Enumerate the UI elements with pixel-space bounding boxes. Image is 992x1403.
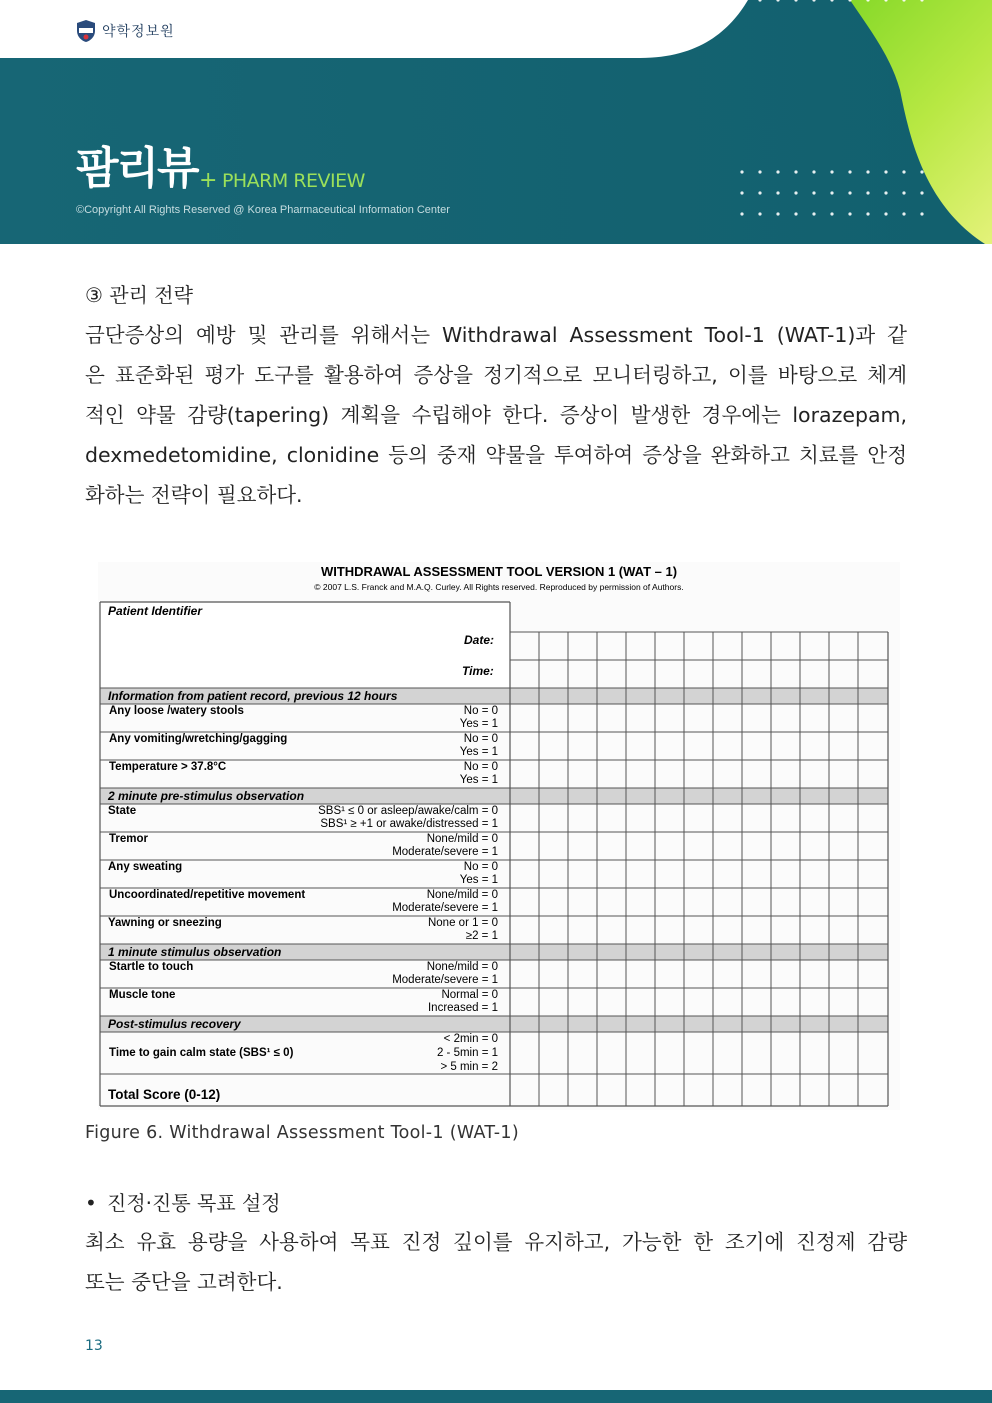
item-score: None or 1 = 0 (427, 917, 498, 929)
subtitle-text: PHARM REVIEW (221, 170, 365, 192)
item-score: None/mild = 0 (426, 961, 498, 973)
item-score: Moderate/severe = 1 (392, 974, 498, 986)
item-label: Temperature > 37.8°C (109, 761, 227, 773)
section-record-head: Information from patient record, previous 12 hours (108, 689, 398, 703)
publication-subtitle (199, 170, 365, 192)
item-score: SBS¹ ≥ +1 or awake/distressed = 1 (320, 818, 498, 830)
item-label: Tremor (109, 833, 148, 845)
page-number: 13 (85, 1338, 103, 1354)
item-label: State (108, 805, 137, 817)
item-label: Muscle tone (109, 989, 176, 1001)
wat1-figure (98, 562, 900, 1110)
item-label: Any loose /watery stools (109, 705, 244, 717)
item-score: ≥2 = 1 (465, 930, 498, 942)
item-score: Increased = 1 (427, 1002, 498, 1014)
item-label: Time to gain calm state (SBS¹ ≤ 0) (109, 1047, 294, 1059)
paragraph-line: 최소 유효 용량을 사용하여 목표 진정 깊이를 유지하고, 가능한 한 조기에 진정제 감량 (85, 1230, 907, 1254)
date-label: Date: (464, 633, 495, 647)
copyright-notice: ©Copyright All Rights Reserved @ Korea Pharmaceutical Information Center (76, 204, 450, 216)
patient-identifier-label: Patient Identifier (108, 604, 203, 618)
figure-title: WITHDRAWAL ASSESSMENT TOOL VERSION 1 (WAT – 1) (320, 564, 678, 579)
bullet-heading-text: 진정·진통 목표 설정 (107, 1191, 281, 1215)
plus-mark: + (199, 168, 217, 193)
item-score: No = 0 (463, 705, 498, 717)
item-score: No = 0 (463, 733, 498, 745)
shield-logo-icon (76, 19, 96, 43)
item-score: < 2min = 0 (443, 1033, 498, 1045)
item-score: Yes = 1 (459, 874, 498, 886)
section-post-head: Post-stimulus recovery (108, 1017, 241, 1031)
item-score: None/mild = 0 (426, 889, 498, 901)
item-score: > 5 min = 2 (440, 1061, 498, 1073)
paragraph-line: 은 표준화된 평가 도구를 활용하여 증상을 정기적으로 모니터링하고, 이를 바탕으로 체계 (85, 363, 907, 387)
paragraph-line: 금단증상의 예방 및 관리를 위해서는 Withdrawal Assessment Tool-1 (WAT-1)과 같 (85, 323, 907, 347)
paragraph-line: 적인 약물 감량(tapering) 계획을 수립해야 한다. 증상이 발생한 경우에는 lorazepam, (85, 403, 907, 427)
item-score: Moderate/severe = 1 (392, 846, 498, 858)
section-pre-head: 2 minute pre-stimulus observation (108, 789, 305, 803)
figure-copyright: © 2007 L.S. Franck and M.A.Q. Curley. All Rights reserved. Reproduced by permission of Authors. (314, 582, 684, 592)
item-label: Any vomiting/wretching/gagging (109, 733, 288, 745)
item-label: Any sweating (108, 861, 183, 873)
item-score: Moderate/severe = 1 (392, 902, 498, 914)
footer-bar (0, 1390, 992, 1403)
item-score: Yes = 1 (459, 774, 498, 786)
time-label: Time: (462, 664, 494, 678)
item-label: Startle to touch (109, 961, 194, 973)
item-score: SBS¹ ≤ 0 or asleep/awake/calm = 0 (318, 805, 498, 817)
item-score: None/mild = 0 (426, 833, 498, 845)
paragraph-line: dexmedetomidine, clonidine 등의 중재 약물을 투여하여 증상을 완화하고 치료를 안정 (85, 443, 907, 467)
item-score: No = 0 (463, 861, 498, 873)
publication-title: 팜리뷰 (76, 143, 198, 194)
paragraph-line: 화하는 전략이 필요하다. (85, 483, 303, 507)
section-heading: ③ 관리 전략 (85, 283, 193, 307)
section-stim-head: 1 minute stimulus observation (108, 945, 282, 959)
item-label: Uncoordinated/repetitive movement (109, 889, 306, 901)
total-score-label: Total Score (0-12) (108, 1087, 221, 1102)
item-score: Yes = 1 (459, 718, 498, 730)
item-score: Yes = 1 (459, 746, 498, 758)
bullet-heading (85, 1188, 281, 1218)
paragraph-line: 또는 중단을 고려한다. (85, 1270, 283, 1294)
bullet-icon: • (85, 1191, 97, 1215)
item-score: Normal = 0 (441, 989, 498, 1001)
item-score: No = 0 (463, 761, 498, 773)
org-name: 약학정보원 (102, 24, 175, 40)
page-header (0, 0, 992, 244)
org-logo (76, 19, 175, 43)
item-score: 2 - 5min = 1 (436, 1047, 498, 1059)
figure-caption: Figure 6. Withdrawal Assessment Tool-1 (WAT-1) (85, 1123, 519, 1143)
item-label: Yawning or sneezing (108, 917, 222, 929)
